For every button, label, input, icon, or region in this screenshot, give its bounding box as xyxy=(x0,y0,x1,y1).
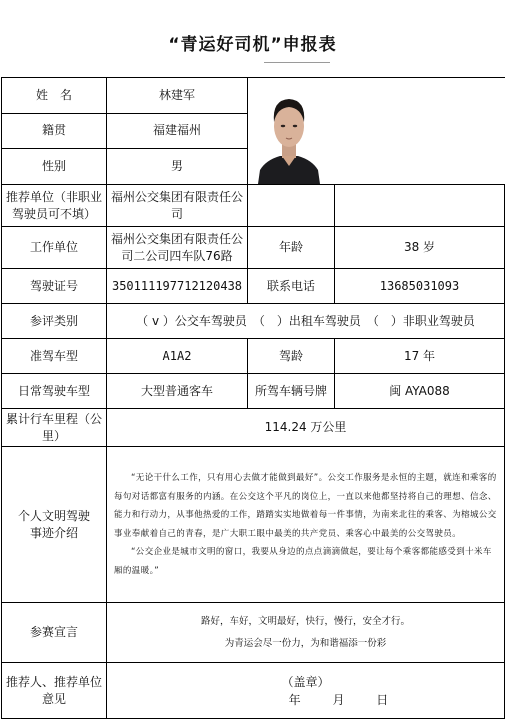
name-label: 姓 名 xyxy=(2,78,107,114)
plate-value: 闽 AYA088 xyxy=(335,374,505,409)
origin-value: 福建福州 xyxy=(107,113,248,149)
recommender-label: 推荐单位（非职业驾驶员可不填） xyxy=(2,185,107,227)
category-label: 参评类别 xyxy=(2,304,107,339)
gender-value: 男 xyxy=(107,149,248,185)
pledge-line-2: 为青运会尽一份力，为和谐福添一份彩 xyxy=(224,637,387,649)
empty-cell-1 xyxy=(248,185,335,227)
photo-cell xyxy=(248,78,505,185)
opinion-cell xyxy=(107,663,505,719)
title-underline xyxy=(264,62,330,63)
work-unit-label: 工作单位 xyxy=(2,227,107,269)
intro-paragraph-2: “公交企业是城市文明的窗口，我要从身边的点点滴滴做起，要让每个乘客都能感受到十米车厢的温暖。” xyxy=(114,547,492,576)
phone-value: 13685031093 xyxy=(335,269,505,304)
mileage-value: 114.24 万公里 xyxy=(107,409,505,447)
name-value: 林建军 xyxy=(107,78,248,114)
intro-label: 个人文明驾驶事迹介绍 xyxy=(2,447,107,603)
category-value: （ v ）公交车驾驶员 （ ）出租车驾驶员 （ ）非职业驾驶员 xyxy=(107,304,505,339)
mileage-label: 累计行车里程（公里） xyxy=(2,409,107,447)
seal-text: （盖章） xyxy=(281,674,330,689)
vehicle-class-value: A1A2 xyxy=(107,339,248,374)
license-value: 350111197712120438 xyxy=(107,269,248,304)
pledge-line-1: 路好，车好，文明最好，快行，慢行，安全才行。 xyxy=(200,615,410,627)
gender-label: 性别 xyxy=(2,149,107,185)
intro-paragraph-1: “无论干什么工作，只有用心去做才能做到最好”。公交工作服务是永恒的主题，就连和乘客的每句对话都富有服务的内涵。在公交这个平凡的岗位上，一直以来他都坚持将自己的理想、信念、能力和行动力，从事他热爱的工作，踏踏实实地做着每一件事情，为南来北往的乘客、为榕城公交事业奉献着自己的青春，是广大职工眼中最美的共产党员、乘客心中最美的公交驾驶员。 xyxy=(114,473,497,539)
empty-cell-2 xyxy=(335,185,505,227)
license-label: 驾驶证号 xyxy=(2,269,107,304)
vehicle-class-label: 准驾车型 xyxy=(2,339,107,374)
applicant-photo xyxy=(252,78,326,184)
phone-label: 联系电话 xyxy=(248,269,335,304)
pledge-text xyxy=(107,603,505,663)
age-label: 年龄 xyxy=(248,227,335,269)
daily-vehicle-value: 大型普通客车 xyxy=(107,374,248,409)
age-value: 38 岁 xyxy=(335,227,505,269)
date-text: 年 月 日 xyxy=(288,692,403,707)
pledge-label: 参赛宣言 xyxy=(2,603,107,663)
origin-label: 籍贯 xyxy=(2,113,107,149)
opinion-label: 推荐人、推荐单位意见 xyxy=(2,663,107,719)
work-unit-value: 福州公交集团有限责任公司二公司四车队76路 xyxy=(107,227,248,269)
recommender-value: 福州公交集团有限责任公司 xyxy=(107,185,248,227)
form-title: “青运好司机”申报表 xyxy=(168,35,337,55)
intro-text xyxy=(107,447,505,603)
driving-years-value: 17 年 xyxy=(335,339,505,374)
daily-vehicle-label: 日常驾驶车型 xyxy=(2,374,107,409)
plate-label: 所驾车辆号牌 xyxy=(248,374,335,409)
driving-years-label: 驾龄 xyxy=(248,339,335,374)
application-form-table xyxy=(1,77,505,719)
